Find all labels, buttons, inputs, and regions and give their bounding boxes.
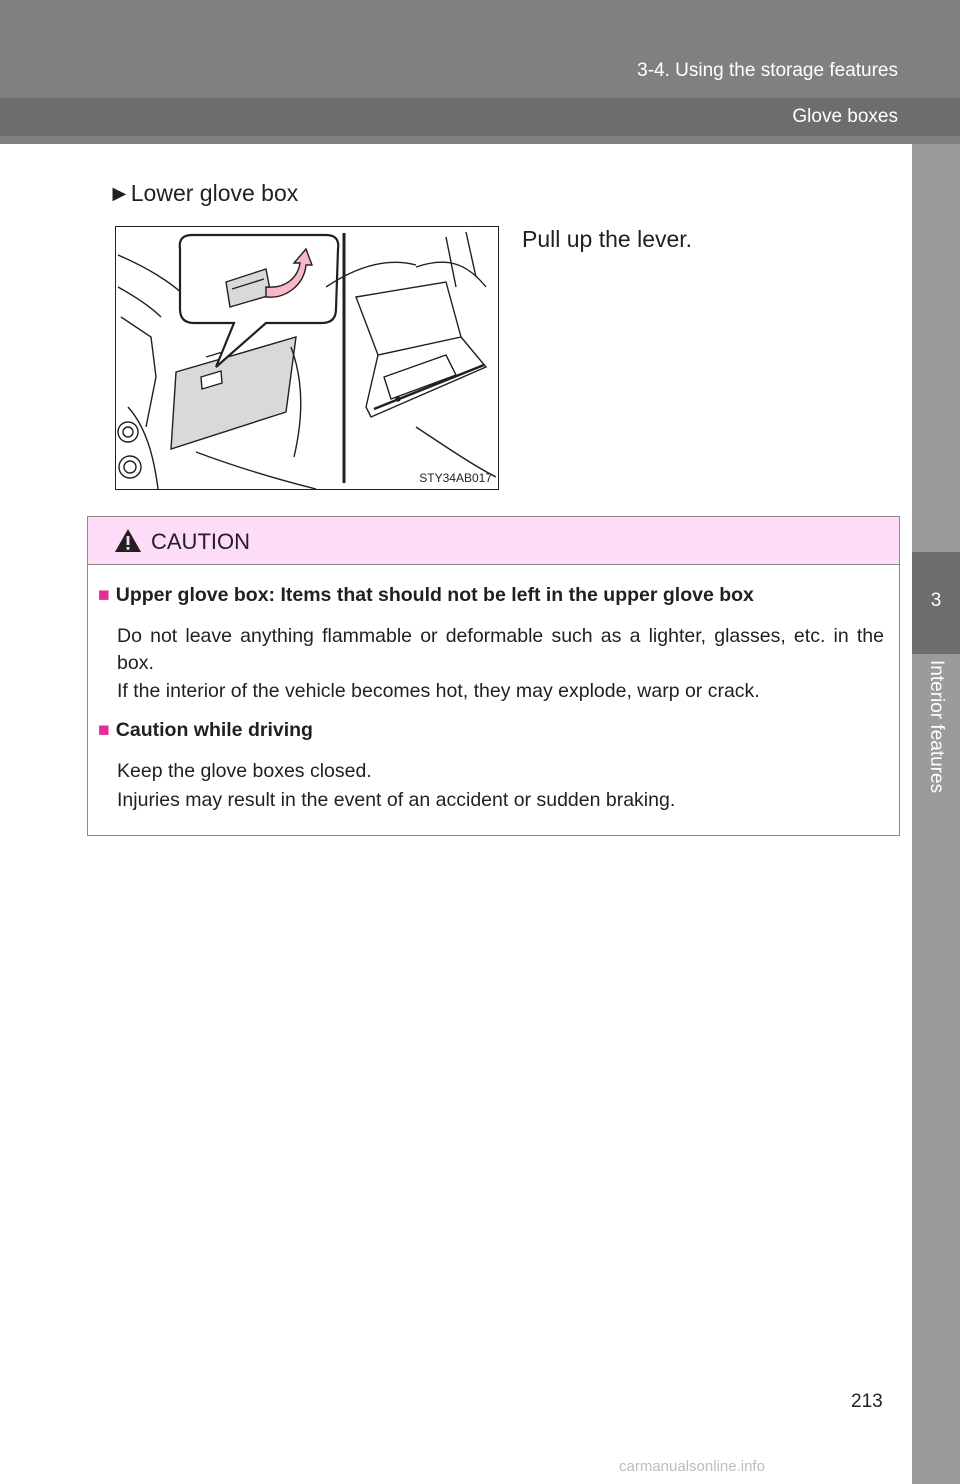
chapter-name: Interior features xyxy=(926,660,947,794)
bullet-square: ■ xyxy=(98,584,110,606)
watermark: carmanualsonline.info xyxy=(619,1458,765,1475)
caution-item-text: If the interior of the vehicle becomes hot, they may explode, warp or crack. xyxy=(117,680,760,702)
caution-title: CAUTION xyxy=(151,529,250,554)
caution-item-heading xyxy=(98,584,754,607)
header-topic-title: Glove boxes xyxy=(792,106,898,127)
caution-item-text: Injuries may result in the event of an accident or sudden braking. xyxy=(117,789,676,811)
section-title: ►Lower glove box xyxy=(108,180,299,206)
side-chapter-tab xyxy=(912,144,960,1484)
glove-box-illustration xyxy=(115,226,499,490)
warning-triangle-icon xyxy=(114,528,142,553)
caution-item-heading xyxy=(98,719,313,742)
instruction-text: Pull up the lever. xyxy=(522,226,693,252)
caution-item-text: Keep the glove boxes closed. xyxy=(117,760,372,782)
figure-id-label: STY34AB017 xyxy=(419,471,492,485)
glove-box-drawing xyxy=(116,227,498,489)
caution-header xyxy=(88,517,899,565)
caution-item-heading-text: Upper glove box: Items that should not be left in the upper glove box xyxy=(115,584,754,606)
bullet-square: ■ xyxy=(98,719,110,741)
caution-item-text: Do not leave anything flammable or deformable such as a lighter, glasses, etc. in the box. xyxy=(117,625,884,674)
caution-item-heading-text: Caution while driving xyxy=(115,719,313,741)
page-number: 213 xyxy=(851,1391,883,1412)
caution-box xyxy=(87,516,900,836)
header-section-title: 3-4. Using the storage features xyxy=(637,60,898,81)
chapter-number: 3 xyxy=(930,590,942,611)
